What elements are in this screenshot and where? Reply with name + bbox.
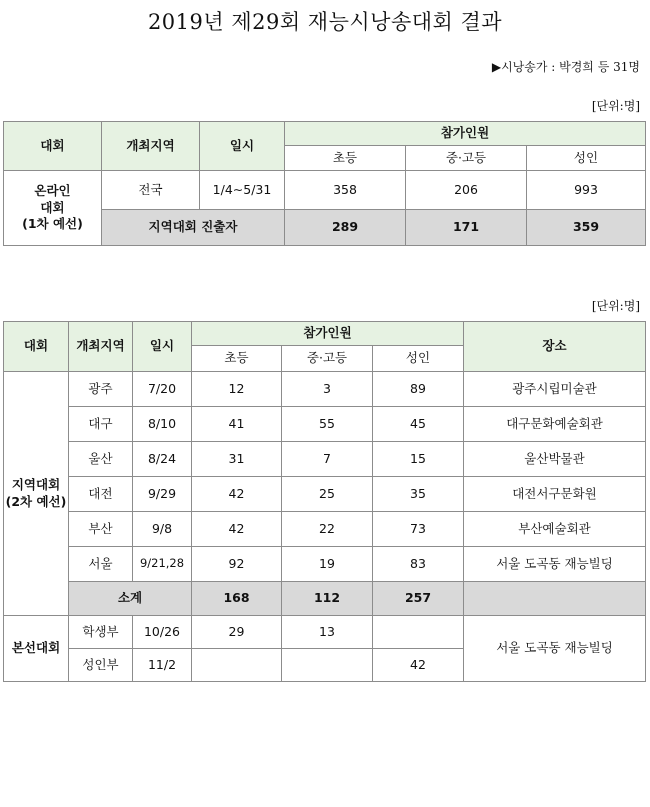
cell-venue: 대구문화예술회관 [464,407,646,442]
cell-elem: 29 [192,616,282,649]
cell-venue: 대전서구문화원 [464,477,646,512]
cell-mid: 13 [282,616,373,649]
regional-contest-table [3,321,646,682]
header-participants: 참가인원 [285,122,646,146]
cell-region: 부산 [69,512,133,547]
header-date: 일시 [133,322,192,372]
online-contest-table [3,121,646,246]
cell-mid [282,649,373,682]
header-mid: 중·고등 [406,146,527,171]
cell-venue: 광주시립미술관 [464,372,646,407]
cell-venue: 부산예술회관 [464,512,646,547]
cell-mid: 22 [282,512,373,547]
advance-adult: 359 [527,210,646,246]
cell-region: 광주 [69,372,133,407]
cell-date: 11/2 [133,649,192,682]
table-row [4,616,646,649]
cell-date: 7/20 [133,372,192,407]
header-participants: 참가인원 [192,322,464,346]
header-event: 대회 [4,122,102,171]
table-row [4,512,646,547]
header-date: 일시 [200,122,285,171]
event-line: (1차 예선) [22,216,83,232]
cell-date: 9/8 [133,512,192,547]
cell-date: 10/26 [133,616,192,649]
unit-note-1: [단위:명] [591,99,640,113]
cell-elem: 92 [192,547,282,582]
cell-elem: 12 [192,372,282,407]
cell-date: 9/29 [133,477,192,512]
table-row [4,547,646,582]
table-row [4,407,646,442]
final-venue: 서울 도곡동 재능빌딩 [464,616,646,682]
final-contest-label: 본선대회 [4,616,69,682]
event-line: 온라인 [34,182,71,198]
cell-adult: 35 [373,477,464,512]
regional-line: (2차 예선) [5,493,67,509]
header-venue: 장소 [464,322,646,372]
cell-date: 8/24 [133,442,192,477]
header-region: 개최지역 [69,322,133,372]
event-line: 대회 [40,199,65,215]
cell-region: 울산 [69,442,133,477]
cell-mid: 25 [282,477,373,512]
cell-adult [373,616,464,649]
header-elem: 초등 [192,346,282,372]
regional-line: 지역대회 [11,476,61,492]
cell-elem: 42 [192,477,282,512]
advance-mid: 171 [406,210,527,246]
regional-contest-label [4,372,69,616]
header-event: 대회 [4,322,69,372]
cell-mid: 55 [282,407,373,442]
cell-venue: 서울 도곡동 재능빌딩 [464,547,646,582]
cell-elem: 31 [192,442,282,477]
cell-region: 대구 [69,407,133,442]
subtotal-adult: 257 [373,582,464,616]
cell-adult: 42 [373,649,464,682]
cell-region: 서울 [69,547,133,582]
cell-group: 성인부 [69,649,133,682]
table-row [4,477,646,512]
cell-elem: 41 [192,407,282,442]
cell-elem: 358 [285,171,406,210]
cell-adult: 83 [373,547,464,582]
table-row [4,372,646,407]
subtotal-elem: 168 [192,582,282,616]
cell-elem [192,649,282,682]
cell-mid: 3 [282,372,373,407]
online-contest-label [4,171,102,246]
cell-date: 8/10 [133,407,192,442]
header-elem: 초등 [285,146,406,171]
participants-note: ▶시낭송가 : 박경희 등 31명 [491,60,640,74]
cell-mid: 19 [282,547,373,582]
cell-elem: 42 [192,512,282,547]
subtotal-venue [464,582,646,616]
cell-date: 1/4∼5/31 [200,171,285,210]
cell-region: 전국 [102,171,200,210]
cell-adult: 15 [373,442,464,477]
header-mid: 중·고등 [282,346,373,372]
cell-region: 대전 [69,477,133,512]
cell-adult: 45 [373,407,464,442]
header-region: 개최지역 [102,122,200,171]
cell-adult: 993 [527,171,646,210]
cell-adult: 73 [373,512,464,547]
header-adult: 성인 [527,146,646,171]
cell-venue: 울산박물관 [464,442,646,477]
cell-mid: 7 [282,442,373,477]
header-adult: 성인 [373,346,464,372]
cell-mid: 206 [406,171,527,210]
subtotal-row [4,582,646,616]
page-title: 2019년 제29회 재능시낭송대회 결과 [147,10,503,34]
table-row [4,442,646,477]
subtotal-label: 소계 [69,582,192,616]
unit-note-2: [단위:명] [591,299,640,313]
advance-label: 지역대회 진출자 [102,210,285,246]
advance-elem: 289 [285,210,406,246]
subtotal-mid: 112 [282,582,373,616]
cell-adult: 89 [373,372,464,407]
cell-date: 9/21,28 [133,547,192,582]
cell-group: 학생부 [69,616,133,649]
